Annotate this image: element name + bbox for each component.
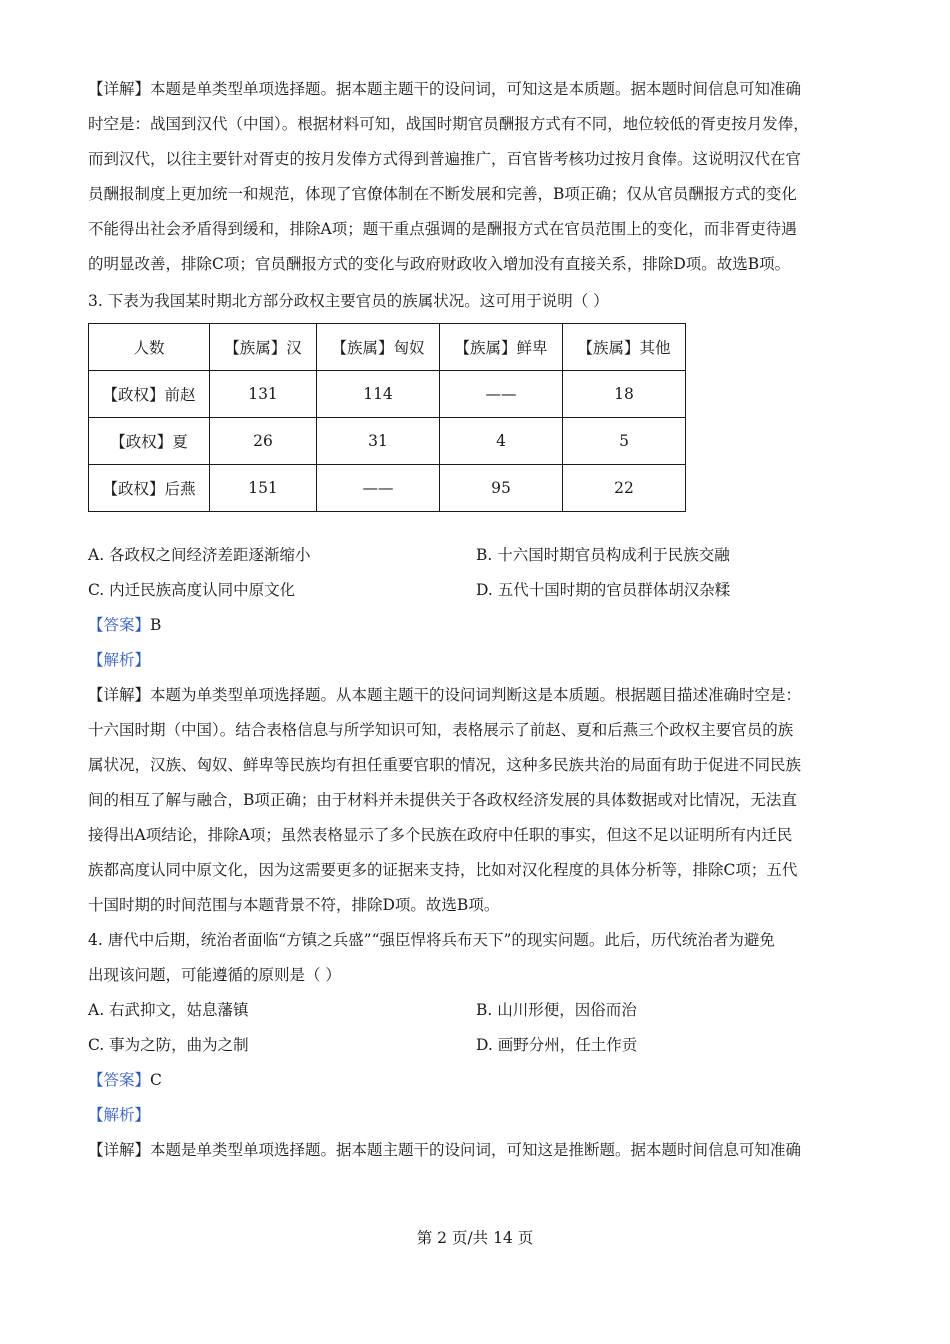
table-cell: 【政权】后燕 <box>89 465 210 512</box>
q3-option-c: C. 内迁民族高度认同中原文化 <box>88 581 296 599</box>
q3-analysis-label: 【解析】 <box>88 651 151 669</box>
table-cell: 【政权】前赵 <box>89 371 210 418</box>
q3-options <box>88 538 864 608</box>
q3-detail-line: 接得出A项结论，排除A项；虽然表格显示了多个民族在政府中任职的事实，但这不足以证明所有内迁民 <box>88 826 793 844</box>
answer-label: 【答案】 <box>88 1071 151 1089</box>
table-cell: 26 <box>210 418 317 465</box>
table-header-cell: 【族属】汉 <box>210 324 317 371</box>
table-cell: 5 <box>563 418 686 465</box>
table-header-cell: 人数 <box>89 324 210 371</box>
table-cell: 95 <box>440 465 563 512</box>
q4-option-b: B. 山川形便，因俗而治 <box>476 1001 637 1019</box>
q3-stem: 3. 下表为我国某时期北方部分政权主要官员的族属状况。这可用于说明（ ） <box>88 292 609 310</box>
table-cell: 114 <box>317 371 440 418</box>
q4-answer <box>88 1063 864 1098</box>
table-header-row <box>89 324 686 371</box>
question-4 <box>88 923 864 1168</box>
q2-detail-line: 不能得出社会矛盾得到缓和，排除A项；题干重点强调的是酬报方式在官员范围上的变化，而非胥吏待遇 <box>88 220 797 238</box>
table-cell: 151 <box>210 465 317 512</box>
q4-option-a: A. 右武抑文，姑息藩镇 <box>88 1001 249 1019</box>
page-footer: 第 2 页/共 14 页 <box>416 1229 534 1247</box>
q3-option-b: B. 十六国时期官员构成利于民族交融 <box>476 546 730 564</box>
question-3 <box>88 284 864 923</box>
page-content <box>88 72 864 1168</box>
q2-detail-line: 【详解】本题是单类型单项选择题。据本题主题干的设问词，可知这是本质题。据本题时间信息可知准确 <box>88 80 802 98</box>
q3-detail-line: 族都高度认同中原文化，因为这需要更多的证据来支持，比如对汉化程度的具体分析等，排除C项；五代 <box>88 861 798 879</box>
q2-detail-line: 时空是：战国到汉代（中国）。根据材料可知，战国时期官员酬报方式有不同，地位较低的胥吏按月发俸， <box>88 115 809 133</box>
q3-answer <box>88 608 864 643</box>
q4-option-c: C. 事为之防，曲为之制 <box>88 1036 249 1054</box>
table-cell: 18 <box>563 371 686 418</box>
q3-detail-line: 属状况，汉族、匈奴、鲜卑等民族均有担任重要官职的情况，这种多民族共治的局面有助于促进不同民族 <box>88 756 802 774</box>
answer-value: B <box>150 616 162 634</box>
q3-option-d: D. 五代十国时期的官员群体胡汉杂糅 <box>476 581 731 599</box>
table-row <box>89 465 686 512</box>
q2-detail-line: 的明显改善，排除C项；官员酬报方式的变化与政府财政收入增加没有直接关系，排除D项。故选B项。 <box>88 255 791 273</box>
q4-options <box>88 993 864 1063</box>
q3-detail-line: 十国时期的时间范围与本题背景不符，排除D项。故选B项。 <box>88 896 500 914</box>
q3-option-a: A. 各政权之间经济差距逐渐缩小 <box>88 546 311 564</box>
table-cell: 【政权】夏 <box>89 418 210 465</box>
officials-ethnicity-table <box>88 323 686 512</box>
table-cell: —— <box>440 371 563 418</box>
q4-option-d: D. 画野分州，任土作贡 <box>476 1036 638 1054</box>
table-cell: —— <box>317 465 440 512</box>
table-cell: 4 <box>440 418 563 465</box>
q2-detail-line: 员酬报制度上更加统一和规范，体现了官僚体制在不断发展和完善，B项正确；仅从官员酬报方式的变化 <box>88 185 797 203</box>
table-cell: 22 <box>563 465 686 512</box>
table-cell: 31 <box>317 418 440 465</box>
table-cell: 131 <box>210 371 317 418</box>
q2-detail-line: 而到汉代，以往主要针对胥吏的按月发俸方式得到普遍推广，百官皆考核功过按月食俸。这说明汉代在官 <box>88 150 802 168</box>
q3-detail-line: 十六国时期（中国）。结合表格信息与所学知识可知，表格展示了前赵、夏和后燕三个政权主要官员的族 <box>88 721 794 739</box>
q3-detail-line: 间的相互了解与融合，B项正确；由于材料并未提供关于各政权经济发展的具体数据或对比情况，无法直 <box>88 791 797 809</box>
q4-stem-line: 4. 唐代中后期，统治者面临“方镇之兵盛”“强臣悍将兵布天下”的现实问题。此后，历代统治者为避免 <box>88 931 775 949</box>
q4-analysis-label: 【解析】 <box>88 1106 151 1124</box>
q4-stem-line: 出现该问题，可能遵循的原则是（ ） <box>88 966 341 984</box>
q2-detail <box>88 72 864 282</box>
table-row <box>89 371 686 418</box>
table-header-cell: 【族属】其他 <box>563 324 686 371</box>
q4-detail-line: 【详解】本题是单类型单项选择题。据本题主题干的设问词，可知这是推断题。据本题时间信息可知准确 <box>88 1141 802 1159</box>
answer-label: 【答案】 <box>88 616 151 634</box>
answer-value: C <box>150 1071 162 1089</box>
table-header-cell: 【族属】匈奴 <box>317 324 440 371</box>
table-row <box>89 418 686 465</box>
table-header-cell: 【族属】鲜卑 <box>440 324 563 371</box>
q3-detail-line: 【详解】本题为单类型单项选择题。从本题主题干的设问词判断这是本质题。根据题目描述准确时空是： <box>88 686 802 704</box>
